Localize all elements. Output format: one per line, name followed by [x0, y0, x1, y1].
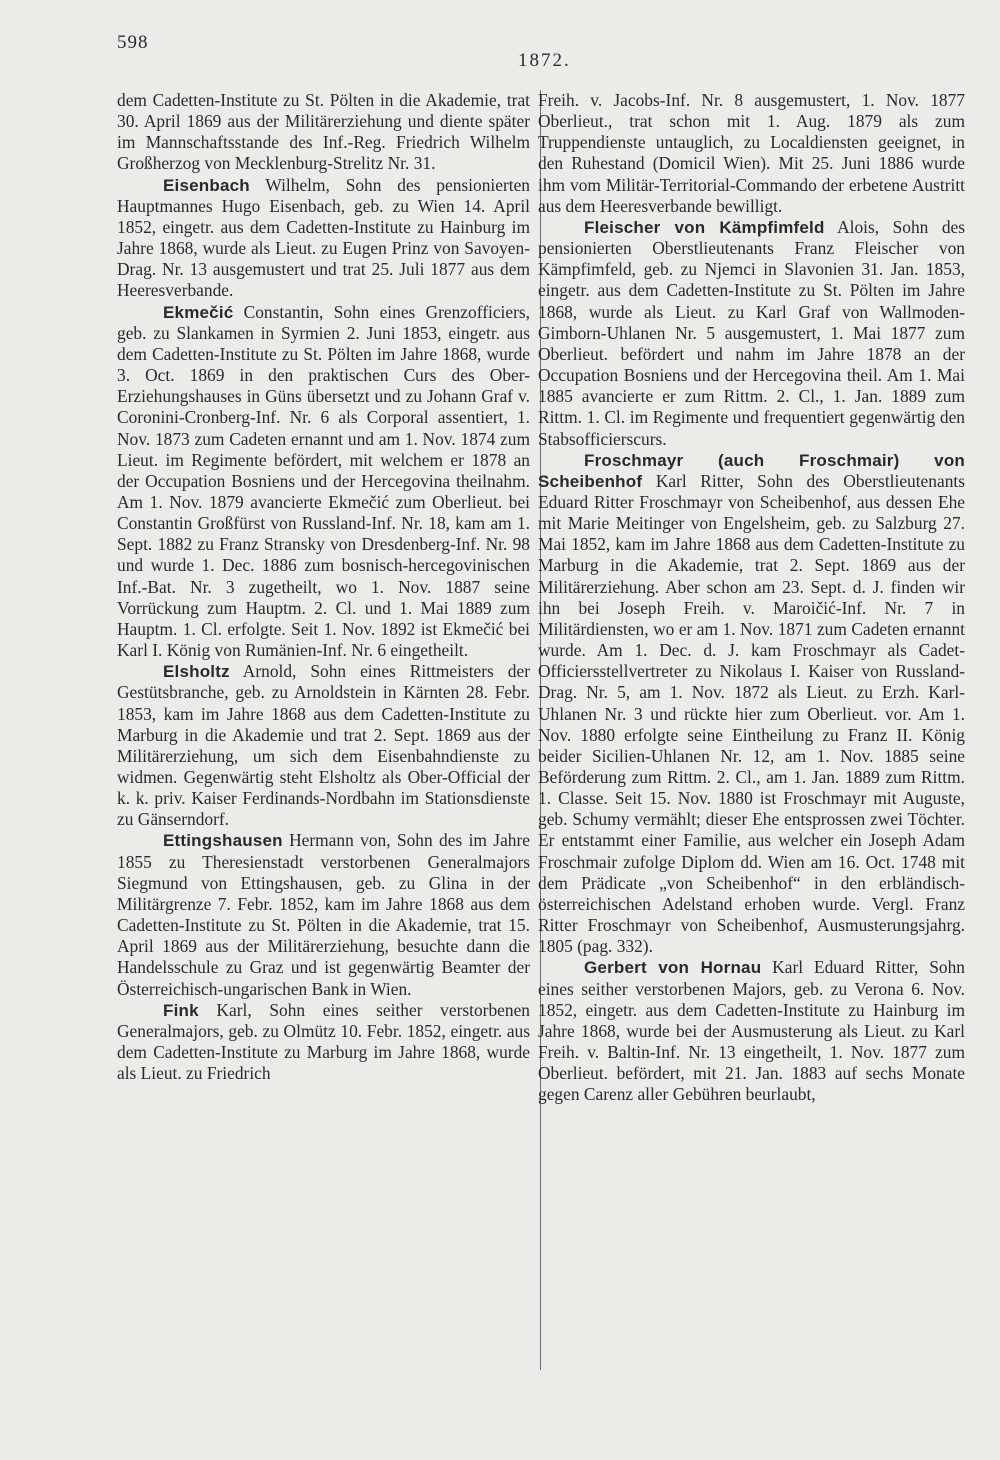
entry-continuation — [117, 90, 530, 175]
entry-name: Ettingshausen — [163, 831, 283, 851]
left-column — [117, 90, 530, 1084]
entry-name: Gerbert von Hornau — [584, 958, 762, 978]
entry-fink — [117, 1000, 530, 1085]
entry-name: Ekmečić — [163, 302, 234, 322]
entry-elsholtz — [117, 661, 530, 830]
entry-name: Eisenbach — [163, 175, 250, 195]
entry-name: Elsholtz — [163, 662, 230, 682]
entry-name: Fink — [163, 1000, 199, 1020]
entry-text: Hermann von, Sohn des im Jahre 1855 zu Theresienstadt verstorbenen Generalmajors Siegmund von Ettingshausen, geb. zu Glina in der Militärgrenze 7. Febr. 1852, kam im Jahre 1868 aus dem Cadetten-Institute zu St. Pölten in die Akademie, trat 15. April 1869 aus der Militärerziehung, besuchte dann die Handelsschule zu Graz und ist gegenwärtig Beamter der Österreichisch-ungarischen Bank in Wien. — [117, 830, 530, 999]
entry-ekmecic — [117, 302, 530, 662]
entry-text: Freih. v. Jacobs-Inf. Nr. 8 ausgemustert, 1. Nov. 1877 Oberlieut., trat schon mit 1. Aug. 1879 als zum Truppendienste untauglich, zu Localdiensten geeignet, in den Ruhestand (Domicil Wien). Mit 25. Juni 1886 wurde ihm vom Militär-Territorial-Commando der erbetene Austritt aus dem Heeresverbande bewilligt. — [538, 90, 965, 216]
entry-name: Froschmayr (auch Froschmair) von Scheibenhof — [538, 450, 965, 491]
entry-eisenbach — [117, 175, 530, 302]
entry-fleischer — [538, 217, 965, 450]
entry-text: Constantin, Sohn eines Grenzofficiers, geb. zu Slankamen in Syrmien 2. Juni 1853, eingetr. aus dem Cadetten-Institute zu St. Pölten im Jahre 1868, wurde 3. Oct. 1869 in den praktischen Curs des Ober-Erziehungshauses in Güns übersetzt und zu Johann Graf v. Coronini-Cronberg-Inf. Nr. 6 als Corporal assentiert, 1. Nov. 1873 zum Cadeten ernannt und am 1. Nov. 1874 zum Lieut. im Regimente befördert, mit welchem er 1878 an der Occupation Bosniens und der Hercegovina theilnahm. Am 1. Nov. 1879 avancierte Ekmečić zum Oberlieut. bei Constantin Großfürst von Russland-Inf. Nr. 18, kam am 1. Sept. 1882 zu Franz Stransky von Dresdenberg-Inf. Nr. 98 und wurde 1. Dec. 1886 zum bosnisch-hercegovinischen Inf.-Bat. Nr. 3 zugetheilt, wo 1. Nov. 1887 seine Vorrückung zum Hauptm. 2. Cl. und 1. Mai 1889 zum Hauptm. 1. Cl. erfolgte. Seit 1. Nov. 1892 ist Ekmečić bei Karl I. König von Rumänien-Inf. Nr. 6 eingetheilt. — [117, 301, 530, 661]
entry-ettingshausen — [117, 830, 530, 999]
entry-text: dem Cadetten-Institute zu St. Pölten in die Akademie, trat 30. April 1869 aus der Militärerziehung und diente später im Mannschaftsstande des Inf.-Reg. Friedrich Wilhelm Großherzog von Mecklenburg-Strelitz Nr. 31. — [117, 90, 530, 174]
entry-text: Karl, Sohn eines seither verstorbenen Generalmajors, geb. zu Olmütz 10. Febr. 1852, eingetr. aus dem Cadetten-Institute zu Marburg im Jahre 1868, wurde als Lieut. zu Friedrich — [117, 999, 530, 1084]
entry-text: Alois, Sohn des pensionierten Oberstlieutenants Franz Fleischer von Kämpfimfeld, geb. zu Njemci in Slavonien 31. Jan. 1853, eingetr. aus dem Cadetten-Institute zu St. Pölten im Jahre 1868, wurde als Lieut. zu Karl Graf von Wallmoden-Gimborn-Uhlanen Nr. 5 ausgemustert, 1. Mai 1877 zum Oberlieut. befördert und nahm im Jahre 1878 an der Occupation Bosniens und der Hercegovina theil. Am 1. Mai 1885 avancierte er zum Rittm. 2. Cl., 1. Jan. 1889 zum Rittm. 1. Cl. im Regimente und frequentiert gegenwärtig den Stabsofficierscurs. — [538, 216, 965, 449]
page-number: 598 — [117, 32, 149, 53]
entry-froschmayr — [538, 450, 965, 958]
entry-name: Fleischer von Kämpfimfeld — [584, 217, 825, 237]
running-head-year: 1872. — [518, 50, 571, 71]
entry-continuation — [538, 90, 965, 217]
entry-gerbert — [538, 957, 965, 1105]
entry-text: Karl Eduard Ritter, Sohn eines seither verstorbenen Majors, geb. zu Verona 6. Nov. 1852, eingetr. aus dem Cadetten-Institute zu Hainburg im Jahre 1868, wurde bei der Ausmusterung als Lieut. zu Karl Freih. v. Baltin-Inf. Nr. 13 eingetheilt, 1. Nov. 1877 zum Oberlieut. befördert, mit 21. Jan. 1883 auf sechs Monate gegen Carenz aller Gebühren beurlaubt, — [538, 957, 965, 1105]
right-column — [538, 90, 965, 1106]
entry-text: Arnold, Sohn eines Rittmeisters der Gestütsbranche, geb. zu Arnoldstein in Kärnten 28. Febr. 1853, kam im Jahre 1868 aus dem Cadetten-Institute zu Marburg in die Akademie und trat 2. Sept. 1869 aus der Militärerziehung, um sich dem Eisenbahndienste zu widmen. Gegenwärtig steht Elsholtz als Ober-Official der k. k. priv. Kaiser Ferdinands-Nordbahn im Stationsdienste zu Gänserndorf. — [117, 661, 530, 830]
entry-text: Wilhelm, Sohn des pensionierten Hauptmannes Hugo Eisenbach, geb. zu Wien 14. April 1852, eingetr. aus dem Cadetten-Institute zu Hainburg im Jahre 1868, wurde als Lieut. zu Eugen Prinz von Savoyen-Drag. Nr. 13 ausgemustert und trat 25. Juli 1877 aus dem Heeresverbande. — [117, 174, 530, 301]
entry-text: Karl Ritter, Sohn des Oberstlieutenants Eduard Ritter Froschmayr von Scheibenhof, aus dessen Ehe mit Marie Meitinger von Engelsheim, geb. zu Salzburg 27. Mai 1852, kam im Jahre 1868 aus dem Cadetten-Institute zu Marburg in die Akademie, trat 2. Sept. 1869 aus der Militärerziehung. Aber schon am 23. Sept. d. J. finden wir ihn bei Joseph Freih. v. Maroičić-Inf. Nr. 7 in Militärdiensten, wo er am 1. Nov. 1871 zum Cadeten ernannt wurde. Am 1. Dec. d. J. kam Froschmayr als Cadet-Officiersstellvertreter zu Nikolaus I. Kaiser von Russland-Drag. Nr. 5, am 1. Nov. 1872 als Lieut. zu Erzh. Karl-Uhlanen Nr. 3 und rückte hier zum Oberlieut. vor. Am 1. Nov. 1880 erfolgte seine Eintheilung zu Franz II. König beider Sicilien-Uhlanen Nr. 12, am 1. Nov. 1885 seine Beförderung zum Rittm. 2. Cl., am 1. Jan. 1889 zum Rittm. 1. Classe. Seit 15. Nov. 1880 ist Froschmayr mit Auguste, geb. Schumy vermählt; dieser Ehe entsprossen zwei Töchter. Er entstammt einer Familie, aus welcher ein Joseph Adam Froschmair zufolge Diplom dd. Wien am 16. Oct. 1748 mit dem Prädicate „von Scheibenhof“ in den erbländisch-österreichischen Adelstand erhoben wurde. Vergl. Franz Ritter Froschmayr von Scheibenhof, Ausmusterungsjahrg. 1805 (pag. 332). — [538, 470, 965, 957]
